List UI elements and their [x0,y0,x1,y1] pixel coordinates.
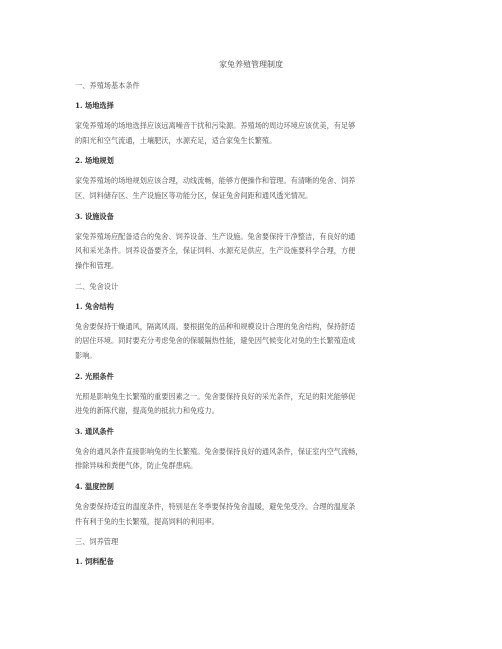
subsection-heading: 4. 温度控制 [75,482,114,492]
paragraph-line: 兔舍要保持适宜的温度条件，特别是在冬季要保持兔舍温暖，避免兔受冷。合理的温度条 [75,502,356,512]
subsection-heading: 3. 通风条件 [75,426,114,436]
subsection-heading: 3. 设施设备 [75,211,114,221]
paragraph-line: 兔舍的通风条件直接影响兔的生长繁殖。兔舍要保持良好的通风条件，保证室内空气流畅， [75,446,363,456]
paragraph [75,119,435,148]
paragraph-line: 进兔的新陈代谢，提高兔的抵抗力和免疫力。 [75,406,219,416]
paragraph-line: 区、饲料储存区、生产设施区等功能分区，保证兔舍间距和通风透光情况。 [75,191,313,201]
paragraph-line: 家兔养殖场的场地选择应该远离噪音干扰和污染源。养殖场的周边环境应该优美，有足够 [75,121,356,131]
subsection-heading: 2. 场地规划 [75,156,114,166]
paragraph-line: 件有利于兔的生长繁殖，提高饲料的利用率。 [75,516,219,526]
paragraph-line: 家兔养殖场的场地规划应该合理，动线流畅，能够方便操作和管理。有清晰的兔舍、饲养 [75,176,356,186]
section-heading: 三、饲养管理 [75,537,119,547]
paragraph [75,445,435,474]
subsection-heading: 1. 兔舍结构 [75,301,114,311]
section-heading: 一、养殖场基本条件 [75,81,140,90]
paragraph-line: 的居住环境。同时要充分考虑兔舍的保暖隔热性能，避免因气候变化对兔的生长繁殖造成 [75,336,356,346]
paragraph [75,500,435,529]
paragraph-line: 风和采光条件。饲养设备要齐全，保证饲料、水源充足供应，生产设施要科学合理，方便 [75,246,356,256]
document-title: 家兔养殖管理制度 [219,60,283,69]
paragraph-line: 的阳光和空气流通，土壤肥沃，水源充足，适合家兔生长繁殖。 [75,135,277,145]
subsection-heading: 1. 饲料配备 [75,557,114,567]
paragraph-line: 光照是影响兔生长繁殖的重要因素之一。兔舍要保持良好的采光条件，充足的阳光能够促 [75,391,356,401]
section-heading: 二、兔舍设计 [75,281,119,291]
paragraph [75,390,435,419]
paragraph-line: 兔舍要保持干燥通风，隔离风雨。要根据兔的品种和规模设计合理的兔舍结构，保持舒适 [75,321,356,331]
paragraph-line: 家兔养殖场应配备适合的兔舍、饲养设备、生产设施。兔舍要保持干净整洁，有良好的通 [75,231,356,241]
subsection-heading: 2. 光照条件 [75,371,114,381]
paragraph [75,320,435,364]
paragraph-line: 操作和管理。 [75,260,119,270]
paragraph-line: 影响。 [75,350,97,360]
paragraph-line: 排除异味和粪便气体，防止兔群患病。 [75,461,198,471]
subsection-heading: 1. 场地选择 [75,101,114,111]
paragraph [75,230,435,274]
document-body [75,79,435,576]
paragraph [75,174,435,203]
